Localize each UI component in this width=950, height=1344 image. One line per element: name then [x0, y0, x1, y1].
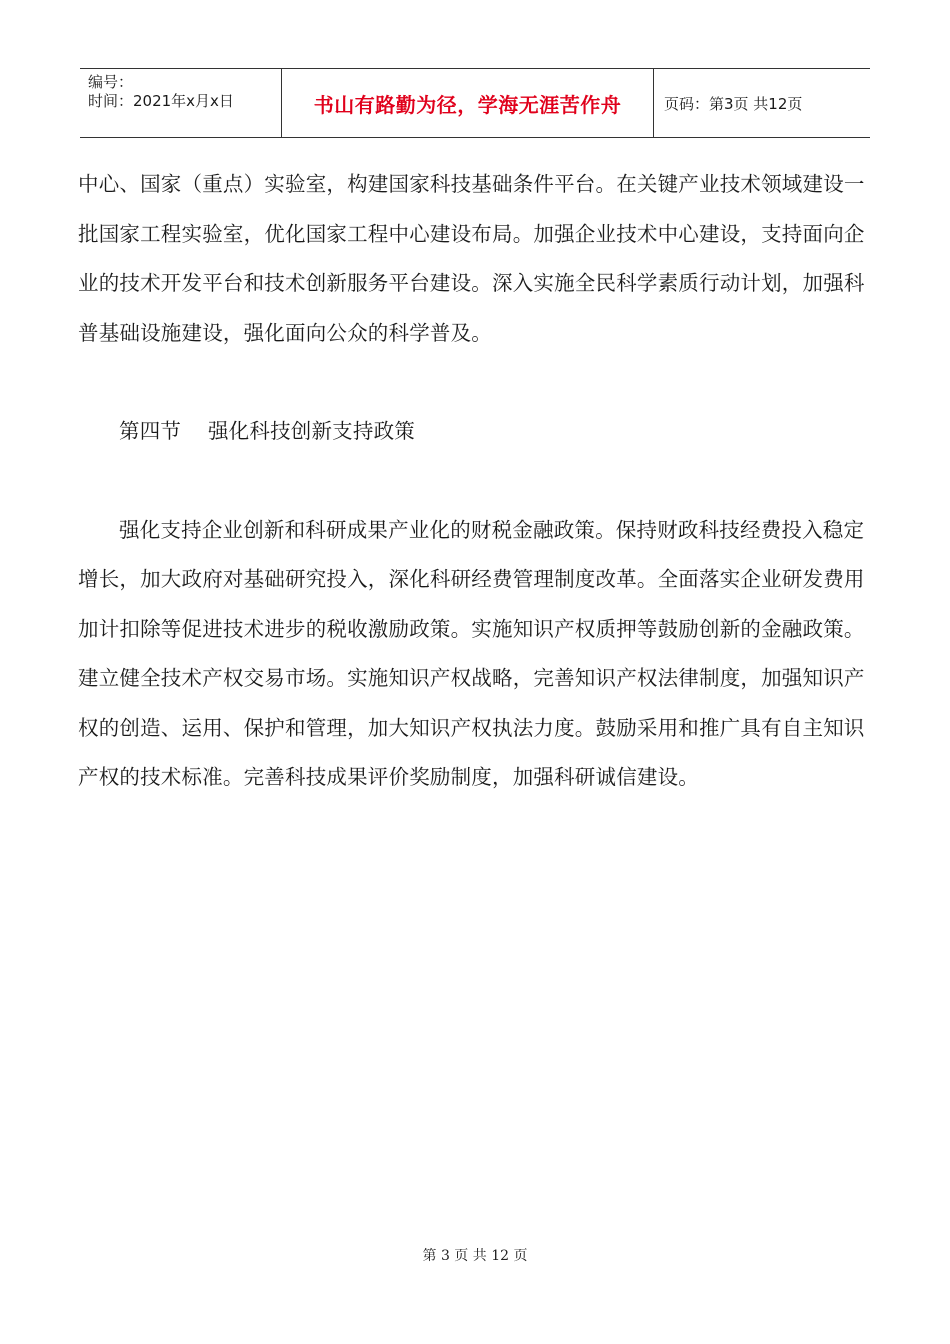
section-heading: 第四节 强化科技创新支持政策 [119, 419, 415, 443]
document-header [80, 68, 870, 138]
header-motto: 书山有路勤为径，学海无涯苦作舟 [282, 69, 654, 137]
document-number-label: 编号： [88, 73, 134, 91]
document-body [78, 160, 878, 803]
document-date-label: 时间：2021年x月x日 [88, 92, 234, 110]
body-paragraph-1: 中心、国家（重点）实验室，构建国家科技基础条件平台。在关键产业技术领域建设一批国家工程实验室，优化国家工程中心建设布局。加强企业技术中心建设，支持面向企业的技术开发平台和技术创新服务平台建设。深入实施全民科学素质行动计划，加强科普基础设施建设，强化面向公众的科学普及。 [78, 172, 865, 345]
page-footer: 第 3 页 共 12 页 [422, 1248, 528, 1264]
header-meta-cell [80, 69, 282, 137]
header-page-code: 页码：第3页 共12页 [664, 94, 803, 113]
body-paragraph-2: 强化支持企业创新和科研成果产业化的财税金融政策。保持财政科技经费投入稳定增长，加大政府对基础研究投入，深化科研经费管理制度改革。全面落实企业研发费用加计扣除等促进技术进步的税收激励政策。实施知识产权质押等鼓励创新的金融政策。建立健全技术产权交易市场。实施知识产权战略，完善知识产权法律制度，加强知识产权的创造、运用、保护和管理，加大知识产权执法力度。鼓励采用和推广具有自主知识产权的技术标准。完善科技成果评价奖励制度，加强科研诚信建设。 [78, 517, 865, 789]
